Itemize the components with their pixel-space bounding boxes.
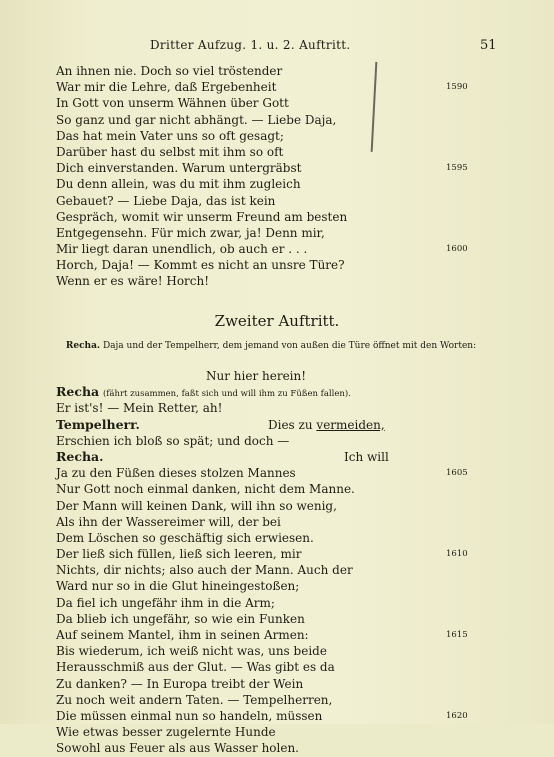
stage-direction [56, 340, 486, 353]
recha-stage-direction: (fährt zusammen, faßt sich und will ihm zu Füßen fallen). [102, 389, 351, 400]
verse-line: Das hat mein Vater uns so oft gesagt; [56, 128, 284, 143]
verse-line: Zu noch weit andern Taten. — Tempelherren, [56, 692, 333, 707]
stage-direction-lead: Recha. [65, 341, 101, 351]
verse-line: Zu danken? — In Europa treibt der Wein [56, 676, 304, 691]
verse-line: Gebauet? — Liebe Daja, das ist kein [56, 193, 276, 208]
verse-line: Da blieb ich ungefähr, so wie ein Funken [56, 611, 305, 626]
verse-line: An ihnen nie. Doch so viel tröstender [56, 64, 283, 78]
verse-line: Bis wiederum, ich weiß nicht was, uns beide [56, 644, 327, 659]
verse-line: War mir die Lehre, daß Ergebenheit 1590 [56, 80, 468, 95]
verse-line: Da fiel ich ungefähr ihm in die Arm; [56, 595, 275, 610]
verse-line: So ganz und gar nicht abhängt. — Liebe Daja, [56, 112, 337, 127]
running-head: Dritter Aufzug. 1. u. 2. Auftritt. [150, 38, 351, 52]
verse-line: Erschien ich bloß so spät; und doch — [56, 433, 290, 448]
templar-speech: Dies zu vermeiden, [268, 417, 385, 432]
verse-line: Ward nur so in die Glut hineingestoßen; [56, 579, 300, 594]
verse-line: Dem Löschen so geschäftig sich erwiesen. [56, 530, 314, 545]
speaker-recha: Recha [56, 384, 100, 400]
verse-line: In Gott von unserm Wähnen über Gott [56, 96, 289, 111]
verse-block-top [56, 63, 496, 290]
verse-line: Dich einverstanden. Warum untergräbst 1595 [56, 161, 468, 176]
dialogue-block [56, 368, 496, 757]
verse-line: Die müssen einmal nun so handeln, müssen 1620 [56, 708, 468, 723]
verse-line: Als ihn der Wassereimer will, der bei [56, 514, 281, 529]
page-header [0, 38, 554, 56]
verse-line: Sowohl aus Feuer als aus Wasser holen. [56, 741, 299, 756]
verse-line: Nur Gott noch einmal danken, nicht dem Manne. [56, 482, 355, 497]
verse-line: Mir liegt daran unendlich, ob auch er . . . 1600 [56, 242, 468, 257]
verse-line: Gespräch, womit wir unserm Freund am besten [56, 209, 348, 224]
scene-title: Zweiter Auftritt. [214, 312, 340, 330]
speaker-recha: Recha. [56, 448, 104, 464]
offstage-call-line [56, 368, 496, 384]
verse-line: Wenn er es wäre! Horch! [56, 274, 210, 289]
verse-line: Der ließ sich füllen, ließ sich leeren, mir 1610 [56, 547, 468, 562]
verse-line: Wie etwas besser zugelernte Hunde [56, 725, 276, 740]
speaker-templar: Tempelherr. [56, 416, 140, 432]
verse-line: Darüber hast du selbst mit ihm so oft [56, 144, 284, 159]
verse-line: Auf seinem Mantel, ihm in seinen Armen: 1615 [56, 628, 468, 642]
verse-line: Herausschmiß aus der Glut. — Was gibt es da [56, 660, 335, 675]
verse-line: Ja zu den Füßen dieses stolzen Mannes 1605 [56, 466, 468, 481]
offstage-call: Nur hier herein! [206, 369, 307, 383]
verse-line: Der Mann will keinen Dank, will ihn so wenig, [56, 498, 337, 513]
verse-line: Er ist's! — Mein Retter, ah! [56, 401, 223, 416]
verse-line: Entgegensehn. Für mich zwar, ja! Denn mir, [56, 225, 325, 240]
templar-line [56, 417, 496, 433]
stage-direction-text: Daja und der Tempelherr, dem jemand von außen die Türe öffnet mit den Worten: [102, 341, 477, 351]
verse-line: Du denn allein, was du mit ihm zugleich [56, 177, 301, 192]
verse-line: Nichts, dir nichts; also auch der Mann. Auch der [56, 563, 353, 578]
verse-line: Horch, Daja! — Kommt es nicht an unsre Türe? [56, 258, 345, 273]
underlined-word: vermeiden, [316, 417, 385, 432]
recha-speaker-line: Recha. Ich will [56, 448, 389, 464]
page-number: 51 [480, 38, 497, 53]
recha-direction-line [56, 384, 496, 400]
